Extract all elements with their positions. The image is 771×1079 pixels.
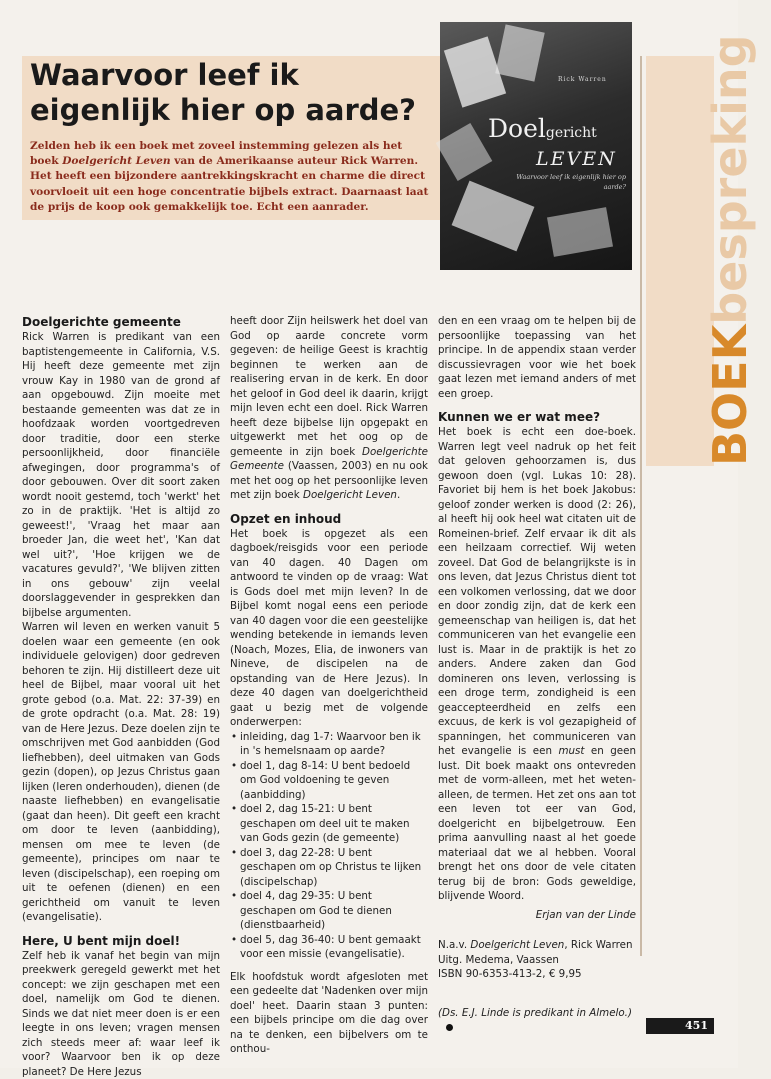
list-item: • doel 4, dag 29-35: U bent geschapen om God te dienen (dienstbaarheid)	[230, 889, 428, 933]
side-divider	[640, 56, 642, 956]
section-heading: Here, U bent mijn doel!	[22, 933, 220, 949]
section-heading: Kunnen we er wat mee?	[438, 409, 636, 425]
article-title: Waarvoor leef ik eigenlijk hier op aarde?	[30, 58, 440, 128]
list-item: • inleiding, dag 1-7: Waarvoor ben ik in 's hemelsnaam op aarde?	[230, 730, 428, 759]
list-item: • doel 3, dag 22-28: U bent geschapen om op Christus te lijken (discipelschap)	[230, 846, 428, 890]
paragraph: Het boek is echt een doe-boek. Warren legt veel nadruk op het feit dat geloven gehoorzamen is, dus gewoon doen (vgl. Lukas 10: 28). Favoriet bij hem is het boek Jakobus: geloof zonder werken is dood (2: 26), al heeft hij ook heel wat citaten uit de Romeinen-brief. Zelf ervaar ik dit als een heilzaam correctief. Wij weten zoveel. Dat God de belangrijkste is in ons leven, dat Jezus Christus dient tot een volkomen verlossing, dat we door en door zondig zijn, dat de kerk een gemeenschap van heiligen is, dat het communiceren van het evangelie een lust is. Maar in de praktijk is het zo anders. Andere zaken dan God domineren ons leven, verlossing is een droge term, zondigheid is een geaccepteerdheid en zelfs een excuus, de kerk is vol gezapigheid of spanningen, het communiceren van het evangelie is een must en geen lust. Dit boek maakt ons ontevreden met de vorm-alleen, met het weten-alleen, de termen. Het zet ons aan tot een leven tot eer van God, doelgericht en bijbelgetrouw. Een prima aanvulling naast al het goede materiaal dat we al hebben. Vooral brengt het ons door de vele citaten terug bij de bron: Gods geweldige, blijvende Woord.	[438, 425, 636, 904]
author-signature: Erjan van der Linde	[438, 908, 636, 923]
cover-author: Rick Warren	[558, 76, 607, 83]
article-intro: Zelden heb ik een boek met zoveel instemming gelezen als het boek Doelgericht Leven van de Amerikaanse auteur Rick Warren. Het heeft een bijzondere aantrekkingskracht en charme die direct voorvloeit uit een hoge concentratie bijbels extract. Daarnaast laat de prijs de koop ook gemakkelijk toe. Echt een aanrader.	[30, 139, 434, 215]
page-number-bar	[646, 1018, 714, 1034]
paragraph: heeft door Zijn heilswerk het doel van God op aarde concrete vorm gegeven: de heilige Geest is krachtig beginnen te werken aan de realisering ervan in de kerk. En door het geloof in God deel ik daarin, krijgt mijn leven echt een doel. Rick Warren heeft deze bijbelse lijn opgepakt en uitgewerkt met het oog op de gemeente in zijn boek Doelgerichte Gemeente (Vaassen, 2003) en nu ook met het oog op het persoonlijke leven met zijn boek Doelgericht Leven.	[230, 314, 428, 503]
paragraph: Rick Warren is predikant van een baptistengemeente in California, V.S. Hij heeft deze gemeente met zijn vrouw Kay in 1980 van de grond af aan opgebouwd. Zijn moeite met bestaande gemeenten was dat ze in hoofdzaak worden voortgedreven door traditie, door een sterke persoonlijkheid, door financiële afwegingen, door programma's of door gebouwen. Over dit soort zaken wordt nooit gestemd, toch 'werkt' het zo in de praktijk. 'Het is altijd zo geweest!', 'Vraag het maar aan broeder Jan, die weet het', 'Kan dat wel uit?', 'Hoe krijgen we de vacatures gevuld?', 'We blijven zitten in ons gebouw' zijn veelal doorslaggevender in gesprekken dan bijbelse argumenten.	[22, 330, 220, 620]
list-item: • doel 2, dag 15-21: U bent geschapen om deel uit te maken van Gods gezin (de gemeente)	[230, 802, 428, 846]
topic-list	[230, 730, 428, 962]
paragraph: Elk hoofdstuk wordt afgesloten met een gedeelte dat 'Nadenken over mijn doel' heet. Daarin staan 3 punten: een bijbels principe om die dag over na te denken, een bijbelvers om te onthou-	[230, 970, 428, 1057]
paragraph: Warren wil leven en werken vanuit 5 doelen waar een gemeente (en ook individuele gelovigen) door gedreven behoren te zijn. Hij distilleert deze uit heel de Bijbel, maar vooral uit het grote gebod (o.a. Mat. 22: 37-39) en de grote opdracht (o.a. Mat. 28: 19) van de Here Jezus. Deze doelen zijn te omschrijven met God aanbidden (God liefhebben), deel uitmaken van Gods gezin (dopen), op Jezus Christus gaan lijken (leren onderhouden), dienen (de naaste liefhebben) en evangelisatie (gaat dan heen). Dit geeft een kracht om door te leven (aanbidding), mensen om mee te leven (de gemeente), principes om naar te leven (discipelschap), een roeping om uit te oefenen (dienen) en een gerichtheid om vanuit te leven (evangelisatie).	[22, 620, 220, 925]
section-heading: Opzet en inhoud	[230, 511, 428, 527]
cover-title-2: LEVEN	[536, 148, 617, 170]
paragraph: den en een vraag om te helpen bij de persoonlijke toepassing van het principe. In de appendix staan verder discussievragen voor wie het boek gaat lezen met iemand anders of met een groep.	[438, 314, 636, 401]
author-note: (Ds. E.J. Linde is predikant in Almelo.)	[438, 1006, 636, 1035]
book-cover-image	[440, 22, 632, 270]
book-reference: N.a.v. Doelgericht Leven, Rick Warren	[438, 938, 636, 953]
cover-subtitle: Waarvoor leef ik eigenlijk hier op aarde?	[498, 172, 626, 192]
end-mark-icon	[446, 1024, 453, 1031]
list-item: • doel 1, dag 8-14: U bent bedoeld om God voldoening te geven (aanbidding)	[230, 759, 428, 803]
book-publisher: Uitg. Medema, Vaassen	[438, 953, 636, 968]
column-2	[230, 314, 428, 1057]
column-3	[438, 314, 636, 1035]
paragraph: Het boek is opgezet als een dagboek/reisgids voor een periode van 40 dagen. 40 Dagen om antwoord te vinden op de vraag: Wat is Gods doel met mijn leven? In de Bijbel komt nogal eens een periode van 40 dagen voor die een geestelijke wending betekende in iemands leven (Noach, Mozes, Elia, de inwoners van Nineve, de discipelen na de opstanding van de Here Jezus). In deze 40 dagen van doelgerichtheid gaat u bezig met de volgende onderwerpen:	[230, 527, 428, 730]
section-heading: Doelgerichte gemeente	[22, 314, 220, 330]
column-1	[22, 314, 220, 1079]
cover-title: Doelgericht	[488, 116, 597, 146]
section-label: BOEKbespreking	[700, 34, 771, 466]
list-item: • doel 5, dag 36-40: U bent gemaakt voor een missie (evangelisatie).	[230, 933, 428, 962]
paragraph: Zelf heb ik vanaf het begin van mijn preekwerk geregeld gewerkt met het concept: we zijn geschapen met een doel, namelijk om God te dienen. Sinds we dat niet meer doen is er een leegte in ons leven; vragen mensen zich steeds meer af: waar leef ik voor? Waarvoor ben ik op deze planeet? De Here Jezus	[22, 949, 220, 1079]
page-number: 451	[685, 1019, 708, 1032]
book-isbn-price: ISBN 90-6353-413-2, € 9,95	[438, 967, 636, 982]
